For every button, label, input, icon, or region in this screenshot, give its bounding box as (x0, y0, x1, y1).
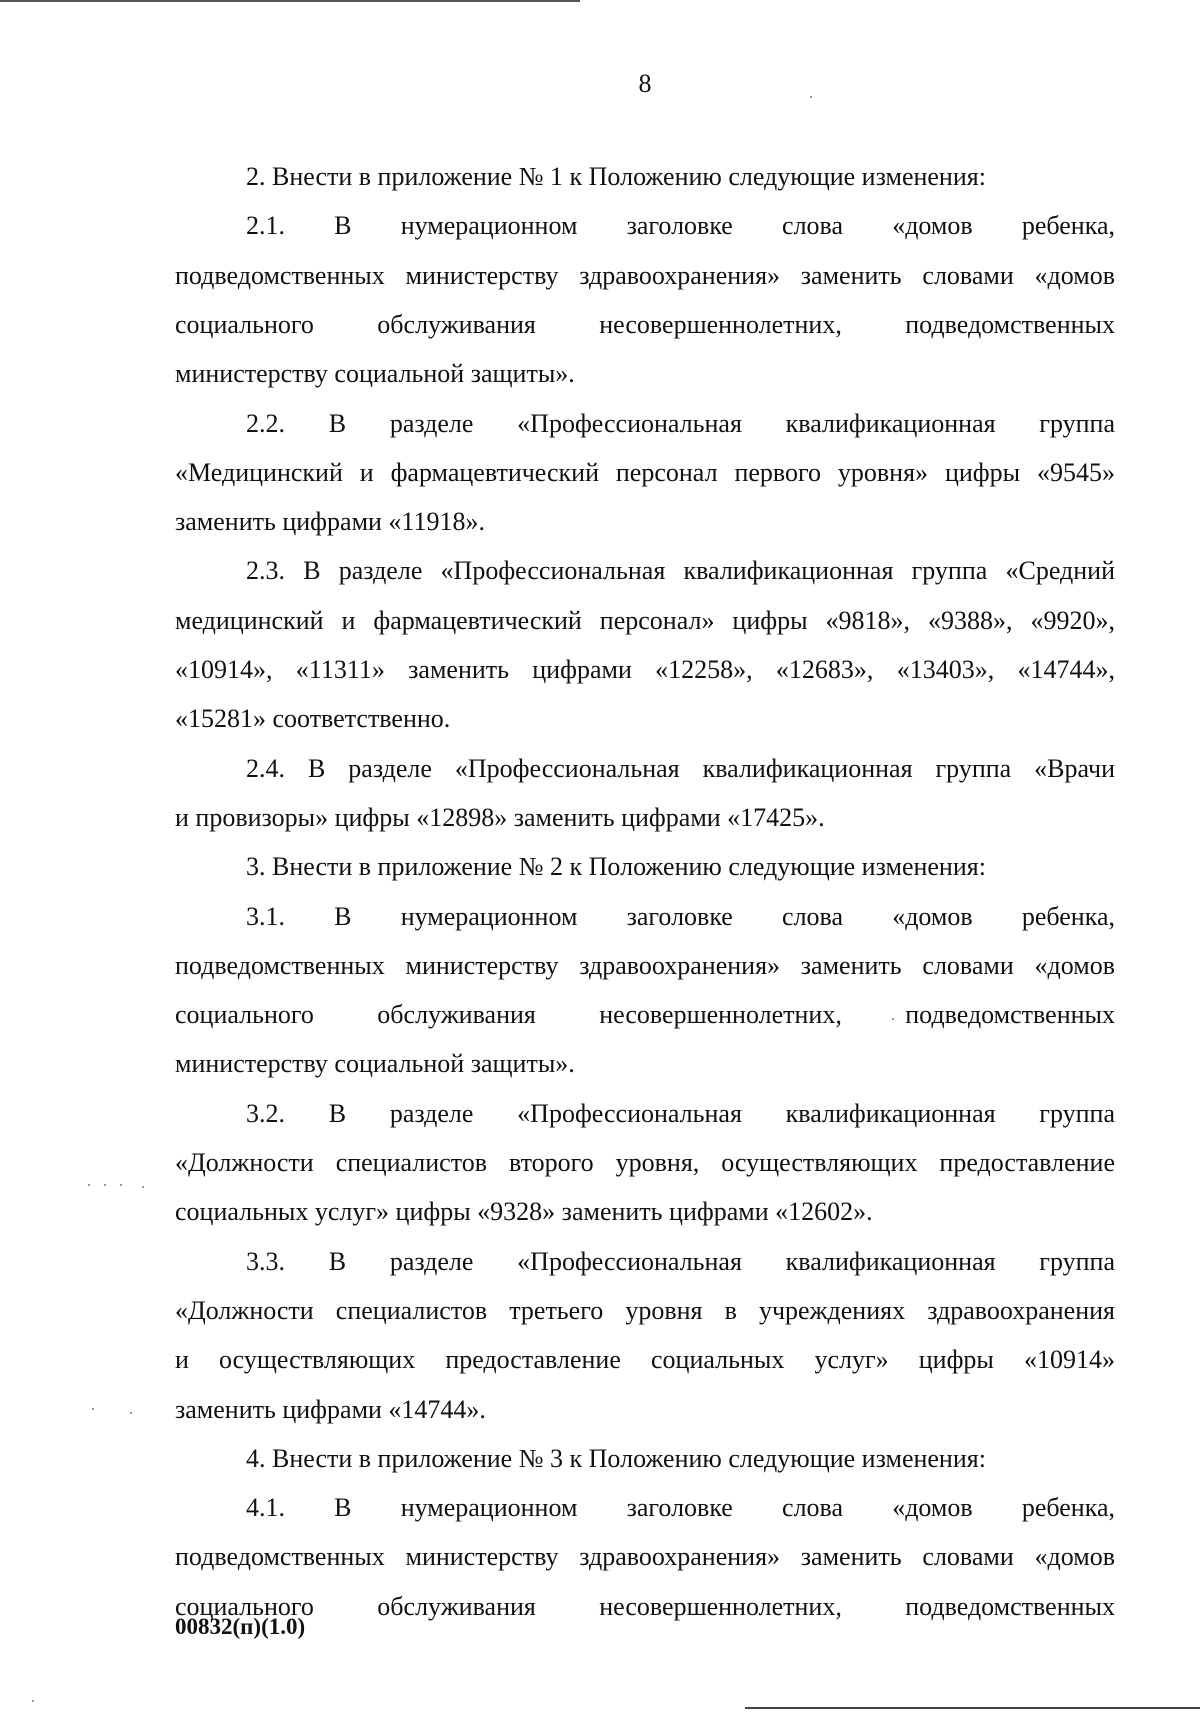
text-line: подведомственных министерству здравоохранения» заменить словами «домов (175, 261, 1115, 290)
text-line: медицинский и фармацевтический персонал» цифры «9818», «9388», «9920», (175, 606, 1115, 635)
scan-edge-bottom (745, 1707, 1200, 1709)
scan-speck (130, 1412, 132, 1414)
text-line: 3.1. В нумерационном заголовке слова «домов ребенка, (246, 902, 1115, 931)
text-line: 2.1. В нумерационном заголовке слова «домов ребенка, (246, 211, 1115, 240)
scan-speck (32, 1700, 34, 1702)
text-line: подведомственных министерству здравоохранения» заменить словами «домов (175, 951, 1115, 980)
text-line: социального обслуживания несовершеннолетних, подведомственных (175, 310, 1115, 339)
text-line: «15281» соответственно. (175, 704, 451, 733)
scan-speck (104, 1184, 106, 1186)
text-line: «10914», «11311» заменить цифрами «12258», «12683», «13403», «14744», (175, 655, 1115, 684)
text-line: 2.2. В разделе «Профессиональная квалификационная группа (246, 409, 1115, 438)
text-line: заменить цифрами «14744». (175, 1395, 486, 1424)
text-line: и осуществляющих предоставление социальных услуг» цифры «10914» (175, 1345, 1115, 1374)
scan-edge-top (0, 0, 580, 2)
text-line: 2.3. В разделе «Профессиональная квалификационная группа «Средний (246, 556, 1115, 585)
scan-speck (88, 1184, 90, 1186)
text-line: заменить цифрами «11918». (175, 507, 485, 536)
scan-speck (142, 1186, 144, 1188)
scan-speck (120, 1184, 122, 1186)
text-line: 4.1. В нумерационном заголовке слова «домов ребенка, (246, 1493, 1115, 1522)
text-line: 2. Внести в приложение № 1 к Положению следующие изменения: (246, 162, 986, 191)
text-line: 4. Внести в приложение № 3 к Положению следующие изменения: (246, 1444, 986, 1473)
text-line: министерству социальной защиты». (175, 359, 575, 388)
text-line: «Должности специалистов третьего уровня в учреждениях здравоохранения (175, 1296, 1115, 1325)
text-line: 3.3. В разделе «Профессиональная квалификационная группа (246, 1247, 1115, 1276)
text-line: 3. Внести в приложение № 2 к Положению следующие изменения: (246, 852, 986, 881)
scan-speck (92, 1408, 94, 1410)
text-line: «Медицинский и фармацевтический персонал первого уровня» цифры «9545» (175, 458, 1115, 487)
text-line: 2.4. В разделе «Профессиональная квалификационная группа «Врачи (246, 754, 1115, 783)
text-line: 3.2. В разделе «Профессиональная квалификационная группа (246, 1099, 1115, 1128)
text-line: министерству социальной защиты». (175, 1049, 575, 1078)
text-line: и провизоры» цифры «12898» заменить цифрами «17425». (175, 803, 825, 832)
text-line: социального обслуживания несовершеннолетних, подведомственных (175, 1592, 1115, 1621)
text-line: подведомственных министерству здравоохранения» заменить словами «домов (175, 1542, 1115, 1571)
document-code: 00832(п)(1.0) (175, 1614, 306, 1639)
text-line: социальных услуг» цифры «9328» заменить цифрами «12602». (175, 1197, 873, 1226)
text-line: социального обслуживания несовершеннолетних, подведомственных (175, 1000, 1115, 1029)
page-number: 8 (638, 69, 652, 98)
text-line: «Должности специалистов второго уровня, осуществляющих предоставление (175, 1148, 1115, 1177)
